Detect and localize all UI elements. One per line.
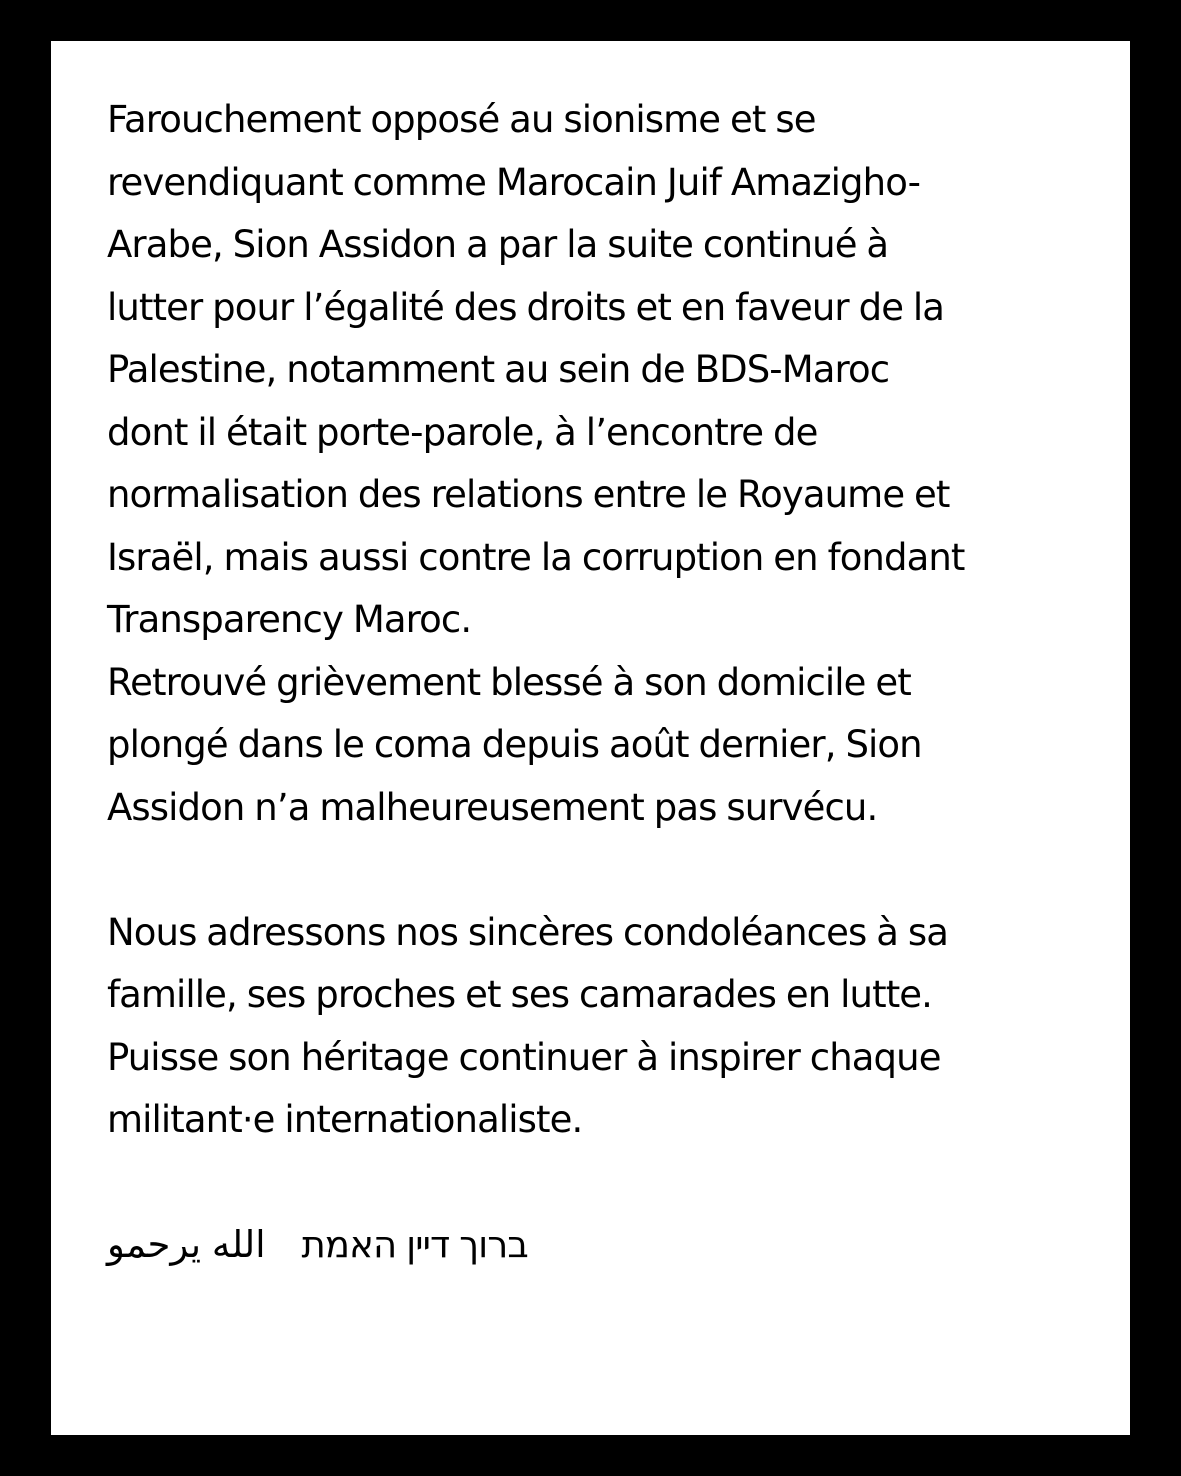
text-line: Arabe, Sion Assidon a par la suite continué à <box>107 223 889 266</box>
paragraph-death <box>107 652 1117 840</box>
text-line: dont il était porte-parole, à l’encontre de <box>107 410 818 454</box>
text-card <box>51 41 1130 1435</box>
paragraph-intro <box>107 89 1117 652</box>
text-line: Assidon n’a malheureusement pas survécu. <box>107 785 878 829</box>
hebrew-blessing: ברוך דיין האמת <box>301 1223 528 1266</box>
text-line: Palestine, notamment au sein de BDS-Maroc <box>107 348 890 391</box>
text-line: famille, ses proches et ses camarades en lutte. <box>107 973 933 1016</box>
text-line: Farouchement opposé au sionisme et se <box>107 98 816 141</box>
arabic-blessing: الله يرحمو <box>107 1223 266 1266</box>
text-line: Nous adressons nos sincères condoléances à sa <box>107 910 948 954</box>
paragraph-condolences <box>107 902 1117 1152</box>
text-line: Transparency Maroc. <box>107 598 472 641</box>
text-line: normalisation des relations entre le Royaume et <box>107 473 950 516</box>
text-line: lutter pour l’égalité des droits et en faveur de la <box>107 285 945 329</box>
text-line: revendiquant comme Marocain Juif Amazigho- <box>107 160 921 204</box>
text-line: Puisse son héritage continuer à inspirer chaque <box>107 1035 941 1079</box>
post-text <box>107 89 1117 1277</box>
paragraph-spacer <box>107 1152 1117 1215</box>
text-line: militant·e internationaliste. <box>107 1098 583 1141</box>
paragraph-spacer <box>107 839 1117 902</box>
text-line: Retrouvé grièvement blessé à son domicile et <box>107 660 911 704</box>
text-line: Israël, mais aussi contre la corruption en fondant <box>107 535 965 579</box>
blessings-line <box>107 1214 1117 1277</box>
text-line: plongé dans le coma depuis août dernier, Sion <box>107 723 922 766</box>
